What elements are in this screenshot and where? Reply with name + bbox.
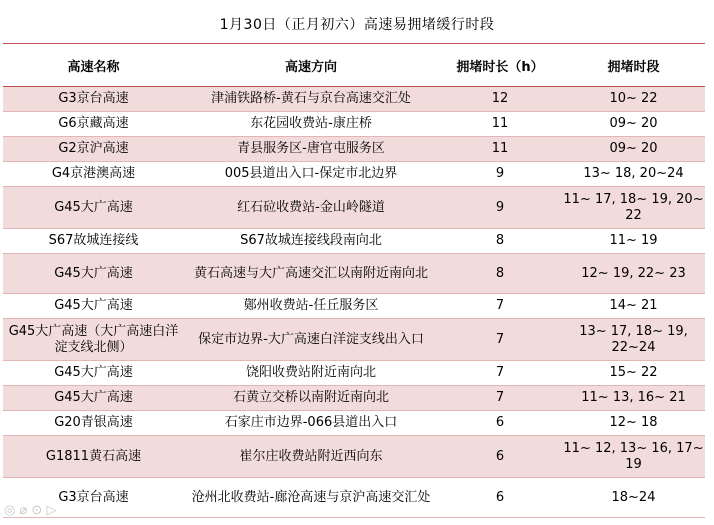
direction-cell: 东花园收费站-康庄桥 [184,112,438,137]
road-name-cell: G20青银高速 [3,411,184,436]
period-cell: 11~ 17, 18~ 19, 20~ 22 [562,187,705,229]
duration-cell: 7 [438,386,562,411]
period-cell: 10~ 22 [562,87,705,112]
period-cell: 12~ 19, 22~ 23 [562,254,705,294]
road-name-cell: G45大广高速 [3,187,184,229]
direction-cell: 红石砬收费站-金山岭隧道 [184,187,438,229]
period-cell: 12~ 18 [562,411,705,436]
duration-cell: 7 [438,361,562,386]
duration-cell: 12 [438,87,562,112]
road-name-cell: G45大广高速 [3,254,184,294]
road-name-cell: G6京藏高速 [3,112,184,137]
duration-cell: 6 [438,436,562,478]
road-name-cell: G2京沪高速 [3,137,184,162]
header-direction: 高速方向 [184,44,438,87]
duration-cell: 8 [438,229,562,254]
header-row [3,44,705,87]
table-row [3,87,705,112]
duration-cell: 6 [438,411,562,436]
period-cell: 11~ 12, 13~ 16, 17~ 19 [562,436,705,478]
duration-cell: 8 [438,254,562,294]
road-name-cell: G45大广高速 [3,294,184,319]
road-name-cell: G45大广高速 [3,361,184,386]
direction-cell: 005县道出入口-保定市北边界 [184,162,438,187]
road-name-cell: G3京台高速 [3,87,184,112]
period-cell: 09~ 20 [562,137,705,162]
direction-cell: S67故城连接线段南向北 [184,229,438,254]
table-row [3,294,705,319]
watermark-icons: ◎ ⌀ ⊙ ▷ [4,503,57,518]
period-cell: 15~ 22 [562,361,705,386]
table-row [3,137,705,162]
road-name-cell: S67故城连接线 [3,229,184,254]
direction-cell: 津浦铁路桥-黄石与京台高速交汇处 [184,87,438,112]
table-title: 1月30日（正月初六）高速易拥堵缓行时段 [219,17,495,33]
period-cell: 13~ 17, 18~ 19, 22~24 [562,319,705,361]
table-row [3,254,705,294]
direction-cell: 石家庄市边界-066县道出入口 [184,411,438,436]
table-row [3,319,705,361]
table-row [3,411,705,436]
direction-cell: 沧州北收费站-廊沧高速与京沪高速交汇处 [184,478,438,518]
table-row [3,478,705,518]
period-cell: 11~ 19 [562,229,705,254]
duration-cell: 9 [438,187,562,229]
road-name-cell: G1811黄石高速 [3,436,184,478]
duration-cell: 7 [438,319,562,361]
direction-cell: 鄚州收费站-任丘服务区 [184,294,438,319]
table-row [3,386,705,411]
table-row [3,187,705,229]
period-cell: 14~ 21 [562,294,705,319]
road-name-cell: G45大广高速 [3,386,184,411]
period-cell: 13~ 18, 20~24 [562,162,705,187]
header-road-name: 高速名称 [3,44,184,87]
direction-cell: 黄石高速与大广高速交汇以南附近南向北 [184,254,438,294]
direction-cell: 石黄立交桥以南附近南向北 [184,386,438,411]
header-duration: 拥堵时长（h） [438,44,562,87]
direction-cell: 饶阳收费站附近南向北 [184,361,438,386]
period-cell: 18~24 [562,478,705,518]
period-cell: 09~ 20 [562,112,705,137]
duration-cell: 11 [438,137,562,162]
direction-cell: 保定市边界-大广高速白洋淀支线出入口 [184,319,438,361]
duration-cell: 7 [438,294,562,319]
table-row [3,436,705,478]
road-name-cell: G3京台高速 [3,478,184,518]
table-row [3,361,705,386]
direction-cell: 青县服务区-唐官屯服务区 [184,137,438,162]
duration-cell: 9 [438,162,562,187]
period-cell: 11~ 13, 16~ 21 [562,386,705,411]
road-name-cell: G45大广高速（大广高速白洋淀支线北侧） [3,319,184,361]
road-name-cell: G4京港澳高速 [3,162,184,187]
duration-cell: 6 [438,478,562,518]
table-row [3,229,705,254]
table-row [3,112,705,137]
header-period: 拥堵时段 [562,44,705,87]
table-row [3,162,705,187]
congestion-table [3,43,705,518]
direction-cell: 崔尔庄收费站附近西向东 [184,436,438,478]
duration-cell: 11 [438,112,562,137]
